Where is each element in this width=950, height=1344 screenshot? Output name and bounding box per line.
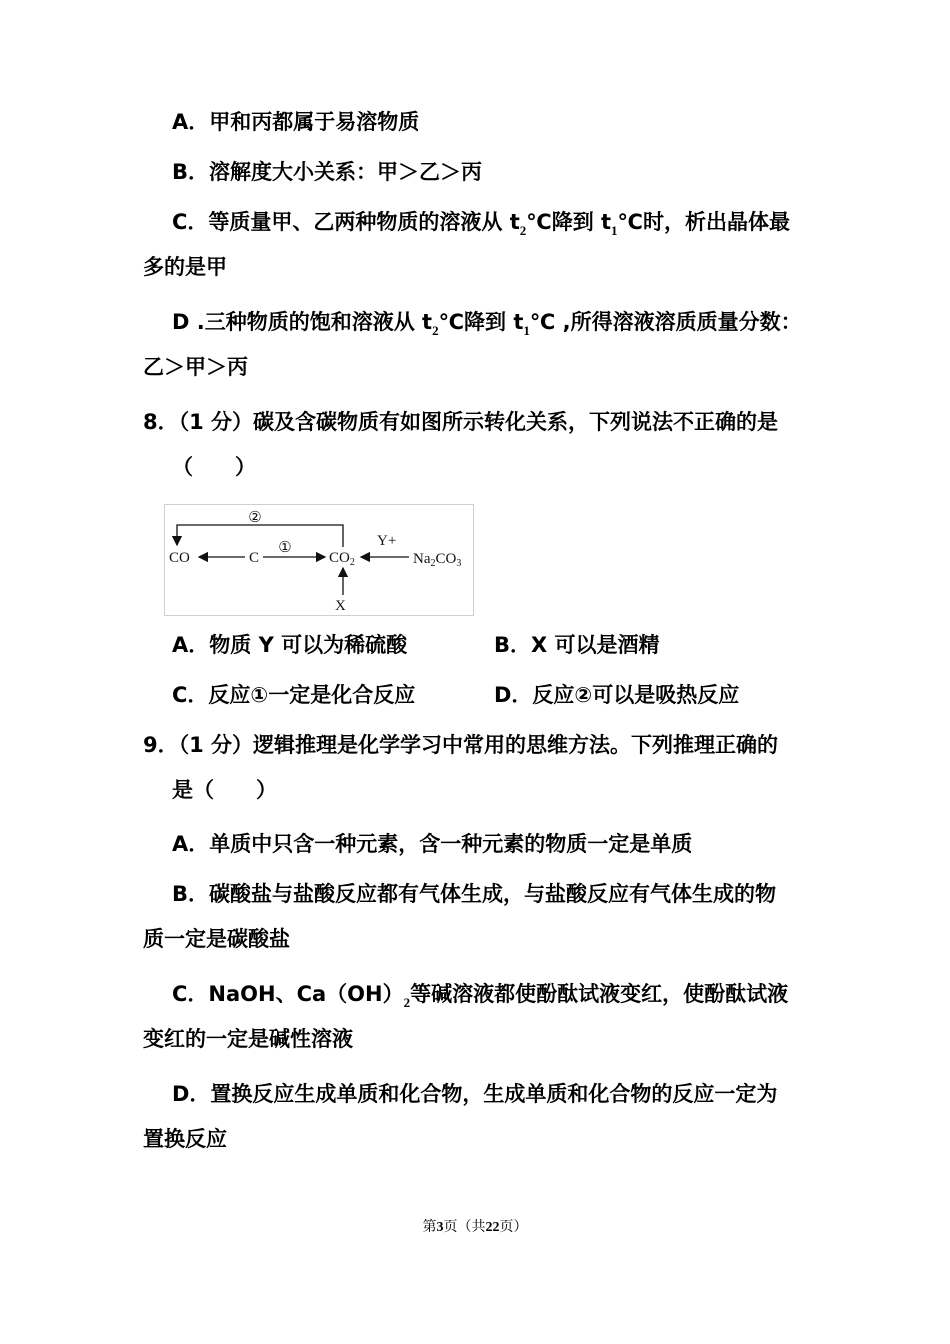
reaction-2-label: ② bbox=[248, 510, 262, 526]
q8-option-c: C．反应①一定是化合反应 bbox=[172, 683, 416, 707]
reaction-1-label: ① bbox=[278, 540, 292, 556]
q9-option-b-line2: 质一定是碳酸盐 bbox=[143, 927, 290, 951]
q8-stem: 8．（1 分）碳及含碳物质有如图所示转化关系，下列说法不正确的是 bbox=[143, 410, 779, 434]
reagent-y: Y+ bbox=[377, 533, 397, 549]
q9-option-c: C．NaOH、$Ca(OH)_2$等碱溶液都使酚酞试液变红，使酚酞试液 bbox=[172, 982, 789, 1010]
node-c: C bbox=[249, 550, 260, 566]
q8-option-a: A．物质 Y 可以为稀硫酸 bbox=[172, 633, 408, 657]
node-co: CO bbox=[169, 550, 190, 566]
q9-option-d: D．置换反应生成单质和化合物，生成单质和化合物的反应一定为 bbox=[172, 1082, 778, 1106]
q7-option-d-line2: 乙＞甲＞丙 bbox=[143, 355, 248, 379]
q7-option-b: B．溶解度大小关系：甲＞乙＞丙 bbox=[172, 160, 483, 184]
q9-stem-line2: 是（ ） bbox=[172, 778, 277, 802]
page-number: 3 bbox=[436, 1220, 444, 1235]
q9-option-d-line2: 置换反应 bbox=[143, 1127, 227, 1151]
q8-answer-blank: （ ） bbox=[172, 455, 256, 479]
page-footer: 第3页（共22页） bbox=[422, 1220, 528, 1235]
q7-option-a: A．甲和丙都属于易溶物质 bbox=[172, 110, 420, 134]
q7-option-c: C．等质量甲、乙两种物质的溶液从 $t_2℃$降到 $t_1℃$时，析出晶体最 bbox=[172, 210, 790, 238]
reagent-x: X bbox=[335, 598, 346, 614]
carbon-conversion-diagram bbox=[164, 504, 474, 616]
q8-option-d: D．反应②可以是吸热反应 bbox=[494, 683, 740, 707]
q9-option-b: B．碳酸盐与盐酸反应都有气体生成，与盐酸反应有气体生成的物 bbox=[172, 882, 777, 906]
reaction-2-path bbox=[177, 525, 343, 547]
q8-option-b: B．X 可以是酒精 bbox=[494, 633, 660, 657]
q9-option-c-line2: 变红的一定是碱性溶液 bbox=[143, 1027, 353, 1051]
total-pages: 22 bbox=[485, 1220, 500, 1235]
q9-option-a: A．单质中只含一种元素，含一种元素的物质一定是单质 bbox=[172, 832, 693, 856]
q7-option-c-line2: 多的是甲 bbox=[143, 255, 227, 279]
node-na2co3: $Na_2CO_3$ bbox=[413, 551, 462, 569]
q7-option-d: D .三种物质的饱和溶液从 $t_2℃$降到 $t_1℃$ ,所得溶液溶质质量分数： bbox=[172, 310, 802, 338]
node-co2: $CO_2$ bbox=[329, 550, 355, 568]
q9-stem: 9．（1 分）逻辑推理是化学学习中常用的思维方法。下列推理正确的 bbox=[143, 733, 779, 757]
